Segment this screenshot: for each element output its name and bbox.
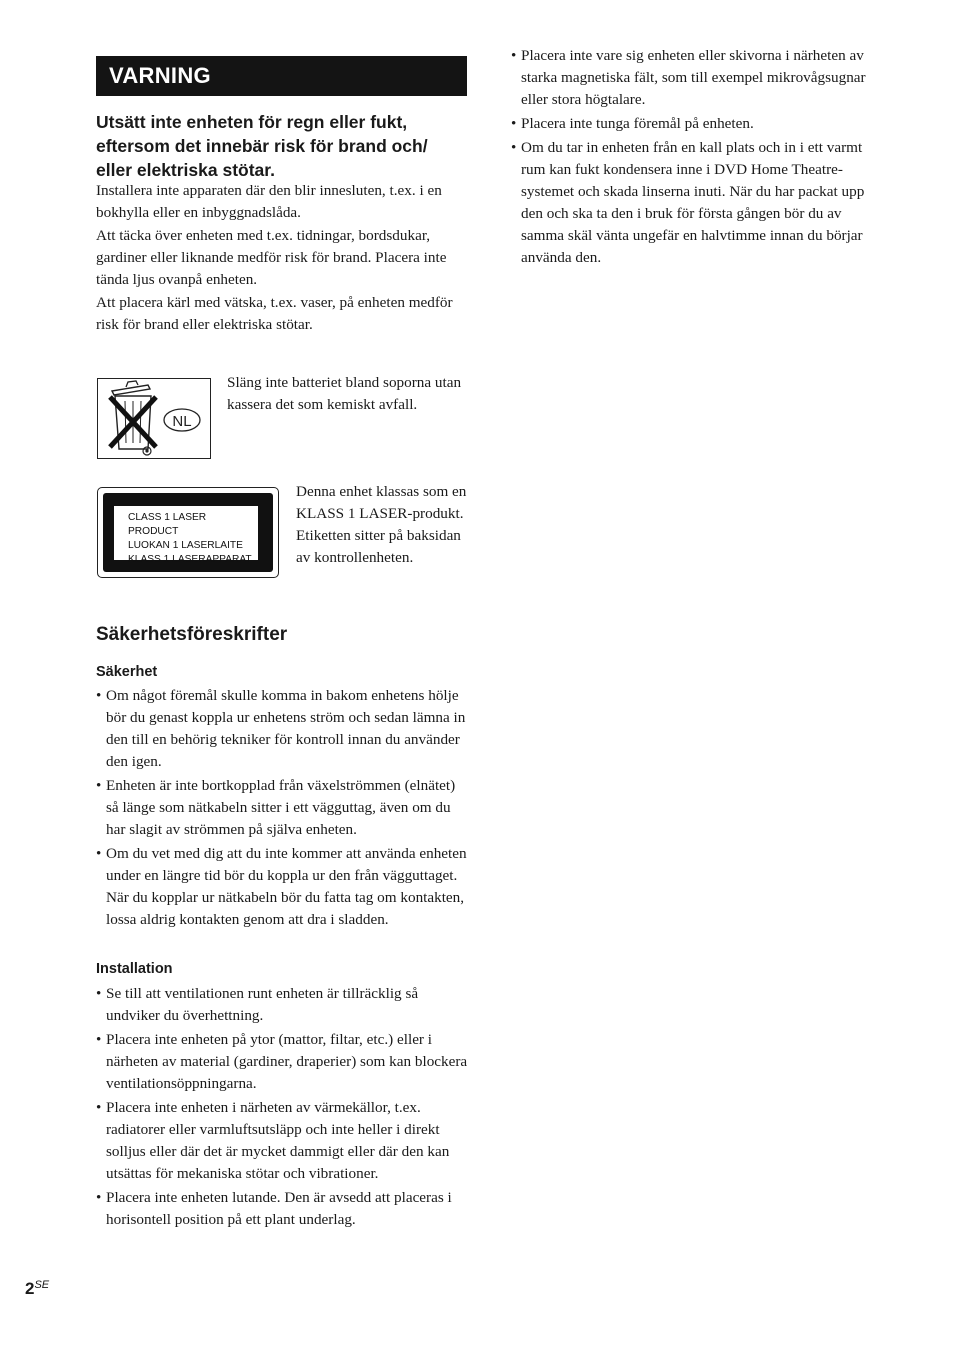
- safety-heading: Säkerhetsföreskrifter: [96, 624, 288, 645]
- list-item: • Placera inte enheten lutande. Den är avsedd att placeras i horisontell position på ett plant underlag.: [96, 1187, 470, 1231]
- list-item: • Om du vet med dig att du inte kommer att använda enheten under en längre tid bör du koppla ur den från vägguttaget. När du kopplar ur nätkabeln bör du fatta tag om kontakten, lossa aldrig kontakten genom att dra i sladden.: [96, 843, 470, 931]
- installation-list: [96, 983, 470, 1233]
- list-item: • Om du tar in enheten från en kall plats och in i ett varmt rum kan fukt kondensera inne i DVD Home Theatre-systemet och skada linserna inuti. När du har packat upp den och ska ta den i bruk för första gången bör du av samma skäl vänta ungefär en halvtimme innan du börjar använda den.: [511, 137, 885, 269]
- installation-list-continued: [511, 45, 885, 271]
- warning-header-bar: [96, 56, 467, 96]
- lead-warning: Utsätt inte enheten för regn eller fukt, eftersom det innebär risk för brand och/ eller elektriska stötar.: [96, 112, 428, 180]
- sakerhet-list: [96, 685, 470, 933]
- intro-paragraph-1: Installera inte apparaten där den blir innesluten, t.ex. i en bokhylla eller en inbyggnadslåda.: [96, 182, 442, 221]
- laser-class-label: [97, 487, 279, 578]
- battery-disposal-text: Släng inte batteriet bland soporna utan kassera det som kemiskt avfall.: [227, 374, 462, 413]
- nl-badge: NL: [172, 413, 192, 430]
- laser-label-line: CLASS 1 LASER PRODUCT: [128, 512, 207, 537]
- list-item: • Placera inte vare sig enheten eller skivorna i närheten av starka magnetiska fält, som till exempel mikrovågsugnar eller stora högtalare.: [511, 45, 885, 111]
- page-number-value: 2: [25, 1279, 35, 1298]
- intro-paragraph-2: Att täcka över enheten med t.ex. tidningar, bordsdukar, gardiner eller liknande medför risk för brand. Placera inte tända ljus ovanpå enheten.: [96, 227, 447, 288]
- page-number: [25, 1279, 49, 1299]
- list-item: • Placera inte tunga föremål på enheten.: [511, 113, 885, 135]
- laser-label-line: LUOKAN 1 LASERLAITE: [128, 540, 243, 551]
- list-item: • Placera inte enheten i närheten av värmekällor, t.ex. radiatorer eller varmluftsutsläpp och inte heller i direkt solljus eller där det är mycket dammigt eller där den kan utsättas för mekaniska stötar och vibrationer.: [96, 1097, 470, 1185]
- list-item: • Placera inte enheten på ytor (mattor, filtar, etc.) eller i närheten av material (gardiner, draperier) som kan blockera ventilationsöppningarna.: [96, 1029, 470, 1095]
- list-item: • Se till att ventilationen runt enheten är tillräcklig så undviker du överhettning.: [96, 983, 470, 1027]
- page-number-suffix: SE: [34, 1279, 50, 1291]
- sakerhet-heading: Säkerhet: [96, 664, 158, 680]
- crossed-out-bin-icon: [97, 378, 211, 459]
- installation-heading: Installation: [96, 961, 173, 977]
- laser-label-line: KLASS 1 LASERAPPARAT: [128, 554, 252, 565]
- laser-label-border: [103, 493, 273, 572]
- laser-class-text: Denna enhet klassas som en KLASS 1 LASER-produkt. Etiketten sitter på baksidan av kontrollenheten.: [296, 483, 467, 566]
- list-item: • Om något föremål skulle komma in bakom enhetens hölje bör du genast koppla ur enhetens ström och sedan lämna in den till en behörig tekniker för kontroll innan du använder den igen.: [96, 685, 470, 773]
- warning-title: VARNING: [109, 63, 211, 88]
- intro-paragraph-3: Att placera kärl med vätska, t.ex. vaser, på enheten medför risk för brand eller elektriska stötar.: [96, 294, 453, 333]
- list-item: • Enheten är inte bortkopplad från växelströmmen (elnätet) så länge som nätkabeln sitter i ett vägguttag, även om du har slagit av strömmen på själva enheten.: [96, 775, 470, 841]
- laser-label-panel: [114, 506, 258, 565]
